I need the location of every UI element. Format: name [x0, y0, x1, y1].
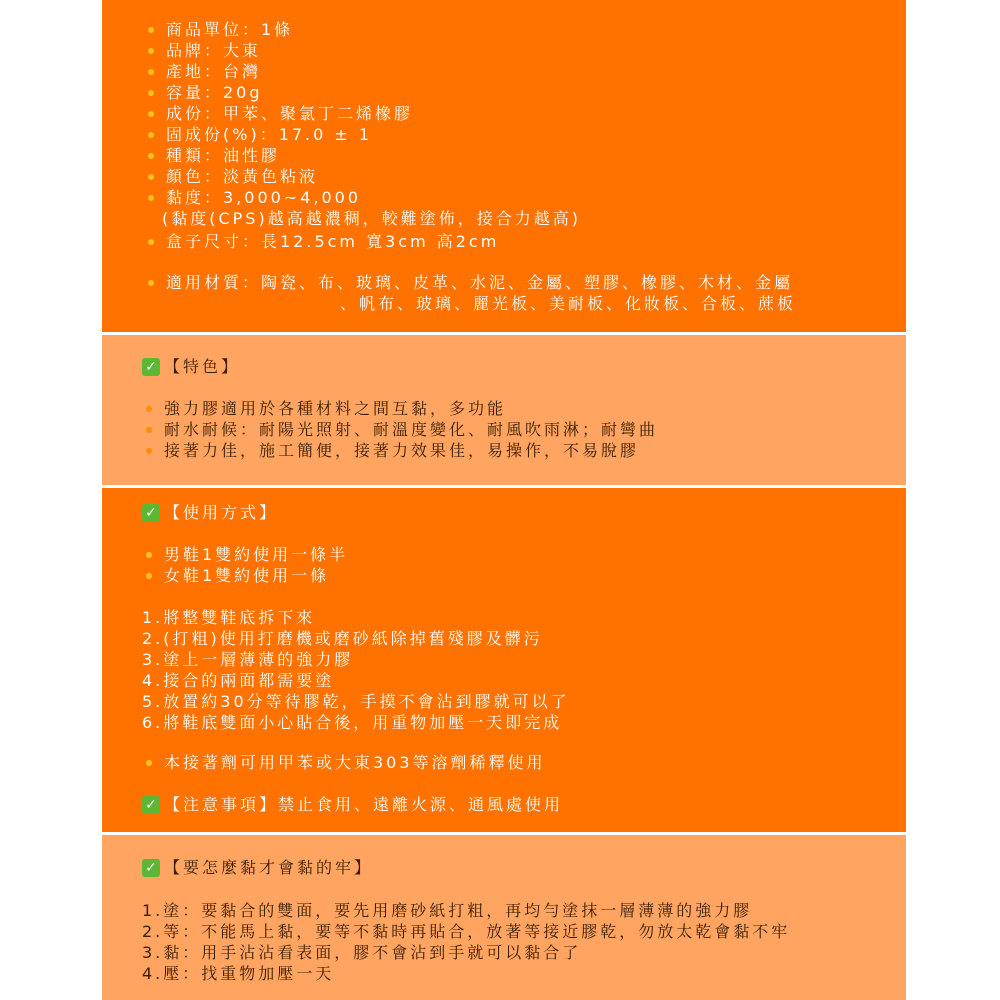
- feature-item: 接著力佳，施工簡便，接著力效果佳，易操作，不易脫膠: [164, 441, 640, 460]
- usage-panel: [102, 488, 906, 832]
- bullet-dot-icon: [148, 174, 154, 180]
- bullet-dot-icon: [148, 132, 154, 138]
- bullet-dot-icon: [148, 90, 154, 96]
- usage-step: 3.塗上一層薄薄的強力膠: [142, 650, 354, 669]
- features-panel: [102, 335, 906, 485]
- usage-bullet: 女鞋1雙約使用一條: [164, 566, 330, 585]
- spec-volume: 容量：20g: [166, 83, 263, 102]
- usage-step: 5.放置約30分等待膠乾，手摸不會沾到膠就可以了: [142, 692, 570, 711]
- bullet-dot-icon: [146, 552, 152, 558]
- bullet-dot-icon: [146, 448, 152, 454]
- usage-bullet: 男鞋1雙約使用一條半: [164, 545, 349, 564]
- spec-unit: 商品單位：1條: [166, 20, 294, 39]
- tips-step: 3.黏：用手沾沾看表面，膠不會沾到手就可以黏合了: [142, 943, 582, 962]
- bullet-dot-icon: [146, 406, 152, 412]
- bullet-dot-icon: [148, 69, 154, 75]
- spec-origin: 產地：台灣: [166, 62, 262, 81]
- bullet-dot-icon: [146, 573, 152, 579]
- bullet-dot-icon: [148, 48, 154, 54]
- check-mark-icon: ✓: [142, 796, 160, 814]
- usage-step: 6.將鞋底雙面小心貼合後，用重物加壓一天即完成: [142, 713, 563, 732]
- tips-step: 2.等：不能馬上黏，要等不黏時再貼合，放著等接近膠乾，勿放太乾會黏不牢: [142, 922, 791, 941]
- usage-step: 1.將整雙鞋底拆下來: [142, 608, 316, 627]
- usage-dilute-note: 本接著劑可用甲苯或大東303等溶劑稀釋使用: [164, 753, 546, 772]
- spec-box-size: 盒子尺寸：長12.5cm 寬3cm 高2cm: [166, 232, 500, 251]
- bullet-dot-icon: [148, 27, 154, 33]
- check-mark-icon: ✓: [142, 358, 160, 376]
- tips-step: 4.壓：找重物加壓一天: [142, 964, 335, 983]
- bullet-dot-icon: [148, 239, 154, 245]
- check-mark-icon: ✓: [142, 504, 160, 522]
- spec-ingredients: 成份：甲苯、聚氯丁二烯橡膠: [166, 104, 414, 123]
- check-mark-icon: ✓: [142, 859, 160, 877]
- spec-viscosity: 黏度：3,000~4,000: [166, 188, 362, 207]
- spec-brand: 品牌：大東: [166, 41, 262, 60]
- spec-viscosity-note: (黏度(CPS)越高越濃稠，較難塗佈，接合力越高): [162, 209, 581, 228]
- spec-panel: [102, 0, 906, 332]
- spec-solids: 固成份(%)：17.0 ± 1: [166, 125, 373, 144]
- usage-title: 【使用方式】: [164, 503, 279, 522]
- bullet-dot-icon: [146, 760, 152, 766]
- bullet-dot-icon: [148, 111, 154, 117]
- bullet-dot-icon: [146, 427, 152, 433]
- feature-item: 耐水耐候：耐陽光照射、耐溫度變化、耐風吹雨淋；耐彎曲: [164, 420, 659, 439]
- features-title: 【特色】: [164, 357, 241, 376]
- bullet-dot-icon: [148, 195, 154, 201]
- bullet-dot-icon: [148, 153, 154, 159]
- usage-step: 2.(打粗)使用打磨機或磨砂紙除掉舊殘膠及髒污: [142, 629, 543, 648]
- usage-step: 4.接合的兩面都需要塗: [142, 671, 335, 690]
- spec-materials-line2: 、帆布、玻璃、麗光板、美耐板、化妝板、合板、蔗板: [340, 294, 797, 313]
- usage-caution: 【注意事項】禁止食用、遠離火源、通風處使用: [164, 795, 564, 814]
- tips-title: 【要怎麼黏才會黏的牢】: [164, 858, 374, 877]
- tips-panel: [102, 835, 906, 1000]
- feature-item: 強力膠適用於各種材料之間互黏，多功能: [164, 399, 507, 418]
- tips-step: 1.塗：要黏合的雙面，要先用磨砂紙打粗，再均勻塗抹一層薄薄的強力膠: [142, 901, 753, 920]
- spec-type: 種類：油性膠: [166, 146, 281, 165]
- spec-color: 顏色：淡黃色粘液: [166, 167, 319, 186]
- bullet-dot-icon: [148, 280, 154, 286]
- spec-materials-line1: 適用材質：陶瓷、布、玻璃、皮革、水泥、金屬、塑膠、橡膠、木材、金屬: [166, 273, 794, 292]
